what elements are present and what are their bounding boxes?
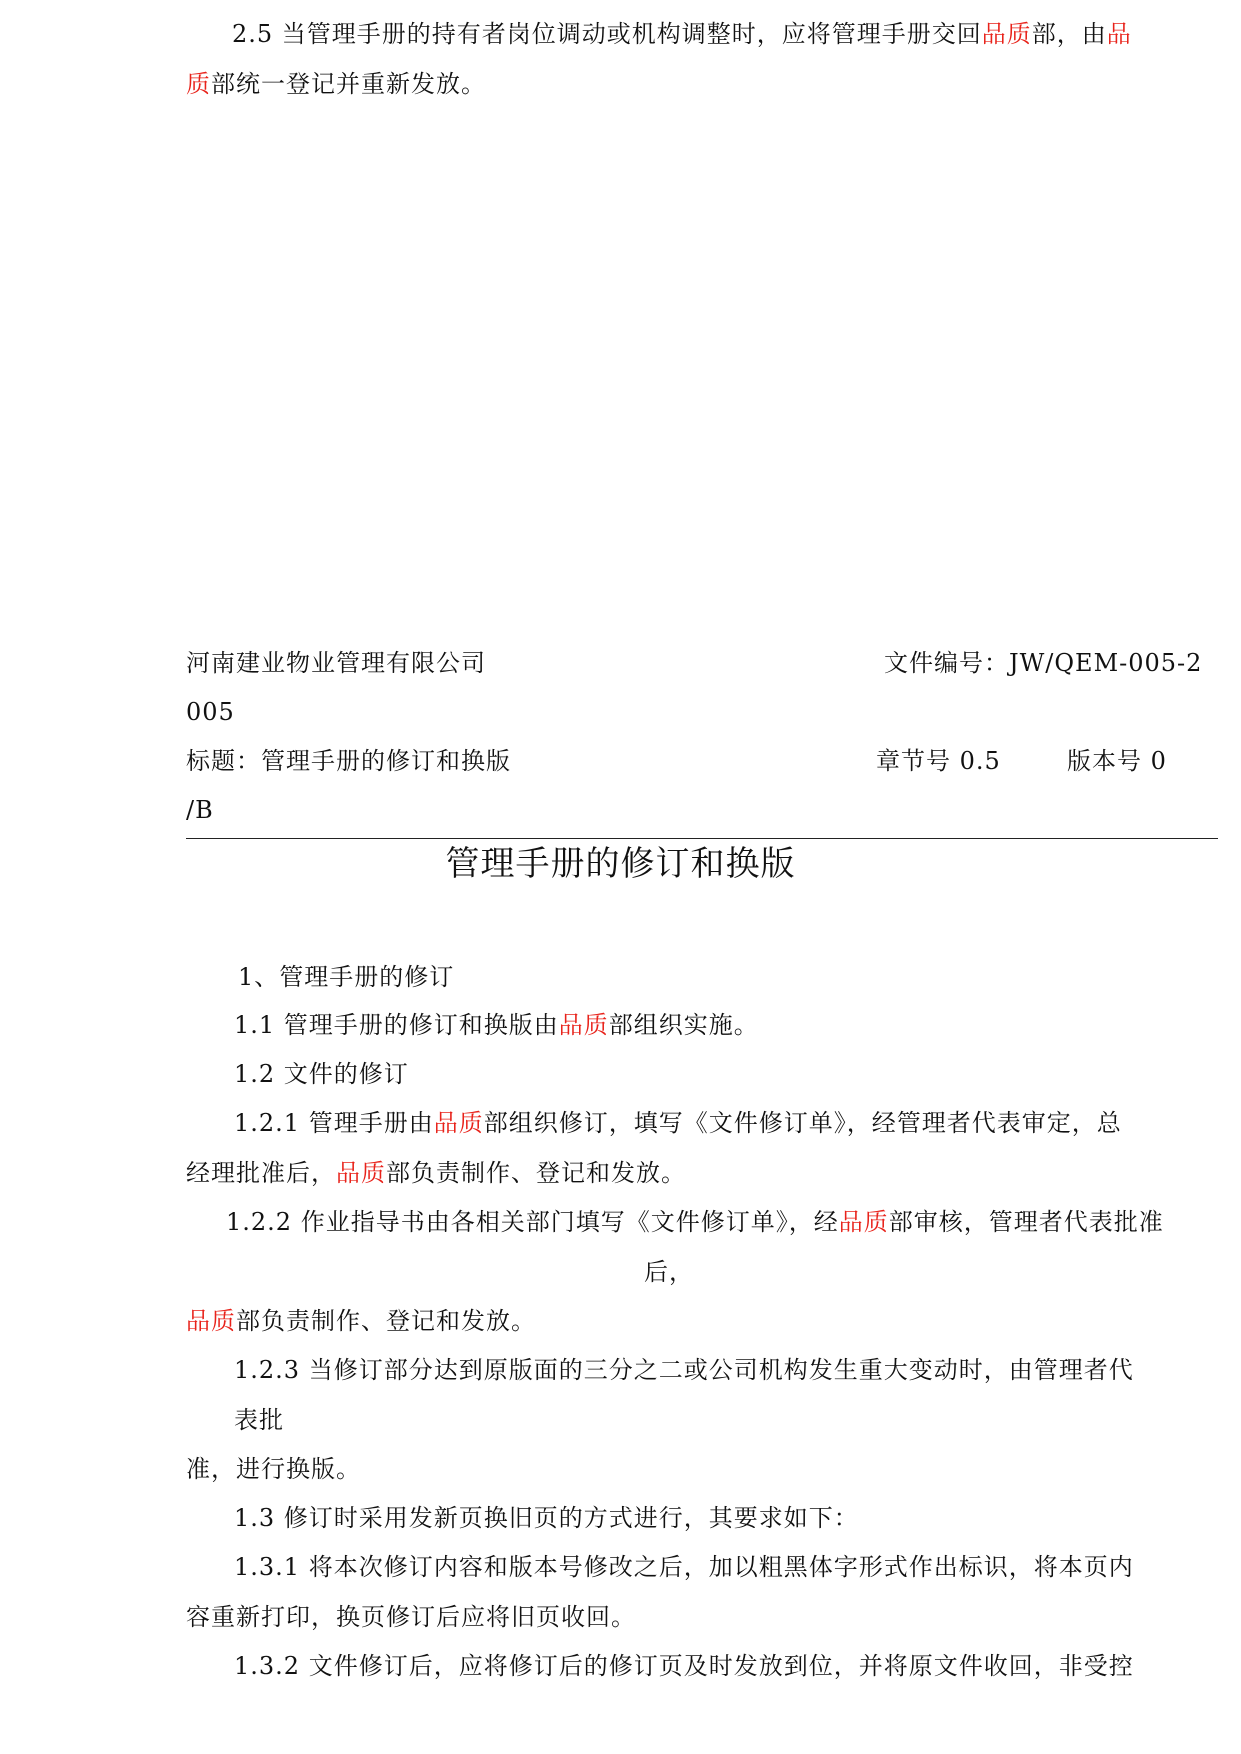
- section-1-2-1-line-1: 1.2.1 管理手册由品质部组织修订，填写《文件修订单》，经管理者代表审定，总: [234, 1109, 1122, 1137]
- section-1-1: 1.1 管理手册的修订和换版由品质部组织实施。: [234, 1011, 759, 1039]
- header-company: 河南建业物业管理有限公司: [186, 649, 486, 677]
- highlight-quality: 品: [1106, 20, 1132, 48]
- header-subject: 标题：管理手册的修订和换版: [186, 747, 511, 775]
- section-1-2-3-line-3: 准，进行换版。: [186, 1455, 361, 1483]
- highlight-quality: 品质: [981, 20, 1032, 48]
- section-1-2: 1.2 文件的修订: [234, 1060, 409, 1088]
- highlight-quality: 质: [186, 70, 211, 98]
- highlight-quality: 品质: [433, 1109, 484, 1137]
- highlight-quality: 品质: [558, 1011, 609, 1039]
- section-1-3: 1.3 修订时采用发新页换旧页的方式进行，其要求如下：: [234, 1504, 859, 1532]
- section-1-2-1-line-2: 经理批准后，品质部负责制作、登记和发放。: [186, 1159, 686, 1187]
- section-1-2-2-line-2: 后，: [644, 1258, 694, 1286]
- section-1-2-3-line-2: 表批: [234, 1406, 284, 1434]
- highlight-quality: 品质: [838, 1208, 889, 1236]
- section-1-heading: 1、管理手册的修订: [238, 963, 455, 991]
- section-1-3-2-line-1: 1.3.2 文件修订后，应将修订后的修订页及时发放到位，并将原文件收回，非受控: [234, 1652, 1134, 1680]
- header-divider: [186, 838, 1218, 839]
- paragraph-2-5-line-1: 2.5 当管理手册的持有者岗位调动或机构调整时，应将管理手册交回品质部，由品: [232, 20, 1132, 48]
- header-chapter: 章节号 0.5: [876, 747, 1001, 775]
- header-doc-number: 文件编号：JW/QEM-005-2: [884, 649, 1203, 677]
- document-title: 管理手册的修订和换版: [445, 844, 796, 884]
- header-doc-number-cont: 005: [186, 698, 235, 726]
- section-1-3-1-line-2: 容重新打印，换页修订后应将旧页收回。: [186, 1603, 636, 1631]
- section-1-3-1-line-1: 1.3.1 将本次修订内容和版本号修改之后，加以粗黑体字形式作出标识，将本页内: [234, 1553, 1134, 1581]
- highlight-quality: 品质: [336, 1159, 386, 1187]
- highlight-quality: 品质: [186, 1307, 236, 1335]
- paragraph-2-5-line-2: 质部统一登记并重新发放。: [186, 70, 486, 98]
- header-version-cont: /B: [186, 796, 214, 824]
- section-1-2-3-line-1: 1.2.3 当修订部分达到原版面的三分之二或公司机构发生重大变动时，由管理者代: [234, 1356, 1134, 1384]
- header-version: 版本号 0: [1067, 747, 1167, 775]
- section-1-2-2-line-1: 1.2.2 作业指导书由各相关部门填写《文件修订单》，经品质部审核，管理者代表批准: [226, 1208, 1164, 1236]
- section-1-2-2-line-3: 品质部负责制作、登记和发放。: [186, 1307, 536, 1335]
